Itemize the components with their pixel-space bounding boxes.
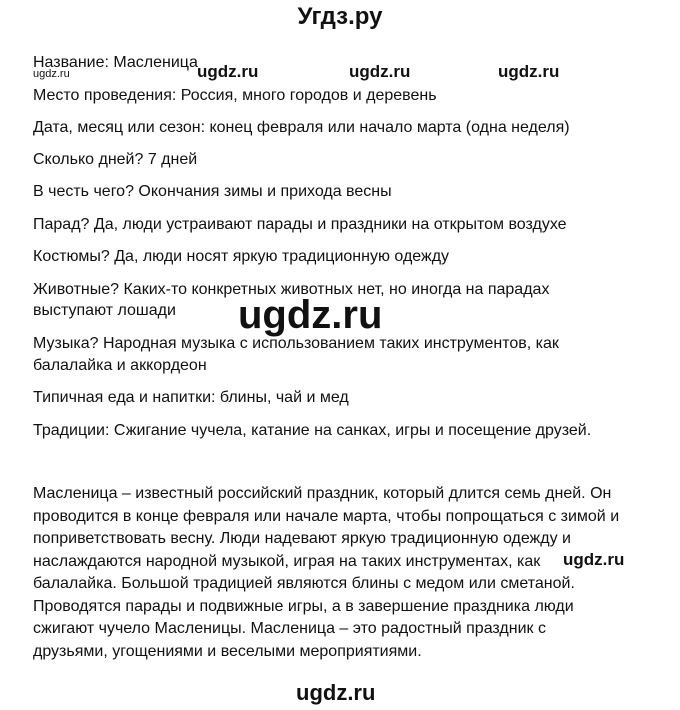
watermark-bottom: ugdz.ru xyxy=(296,680,376,705)
form-animals-line2: выступают лошади xyxy=(33,302,176,319)
paragraph-line: проводится в конце февраля или начале марта, чтобы попрощаться с зимой и xyxy=(33,507,620,525)
form-days: Сколько дней? 7 дней xyxy=(33,151,198,168)
form-place: Место проведения: Россия, много городов и деревень xyxy=(33,87,437,104)
summary-paragraph xyxy=(33,483,633,663)
form-traditions: Традиции: Сжигание чучела, катание на санках, игры и посещение друзей. xyxy=(33,422,592,439)
paragraph-line: поприветствовать весну. Люди надевают яркую традиционную одежду и xyxy=(33,530,571,547)
watermark-right-mid: ugdz.ru xyxy=(563,550,625,569)
paragraph-line: друзьями, угощениями и веселыми мероприятиями. xyxy=(33,642,422,660)
paragraph-line: Проводятся парады и подвижные игры, а в завершение праздника люди xyxy=(33,597,574,615)
paragraph-line: наслаждаются народной музыкой, играя на таких инструментах, как xyxy=(33,552,541,570)
form-food: Типичная еда и напитки: блины, чай и мед xyxy=(33,389,349,406)
watermark-big-center: ugdz.ru xyxy=(238,293,383,337)
watermark-top-3: ugdz.ru xyxy=(498,62,560,81)
paragraph-line: балалайка. Большой традицией являются блины с медом или сметаной. xyxy=(33,575,575,592)
form-music-line2: балалайка и аккордеон xyxy=(33,357,207,374)
watermark-small-left: ugdz.ru xyxy=(33,68,70,80)
form-date: Дата, месяц или сезон: конец февраля или начало марта (одна неделя) xyxy=(33,119,570,136)
form-name: Название: Масленица xyxy=(33,54,198,71)
form-parade: Парад? Да, люди устраивают парады и праздники на открытом воздухе xyxy=(33,216,567,233)
paragraph-line: Масленица – известный российский праздник, который длится семь дней. Он xyxy=(33,485,612,502)
form-costumes: Костюмы? Да, люди носят яркую традиционную одежду xyxy=(33,248,450,265)
form-honor: В честь чего? Окончания зимы и прихода весны xyxy=(33,183,392,200)
site-title: Угдз.ру xyxy=(297,3,383,30)
form-animals-line1: Животные? Каких-то конкретных животных нет, но иногда на парадах xyxy=(33,281,550,298)
form-music-line1: Музыка? Народная музыка с использованием таких инструментов, как xyxy=(33,335,559,352)
paragraph-line: сжигают чучело Масленицы. Масленица – это радостный праздник с xyxy=(33,620,546,637)
watermark-top-1: ugdz.ru xyxy=(197,62,259,81)
watermark-top-2: ugdz.ru xyxy=(349,62,411,81)
